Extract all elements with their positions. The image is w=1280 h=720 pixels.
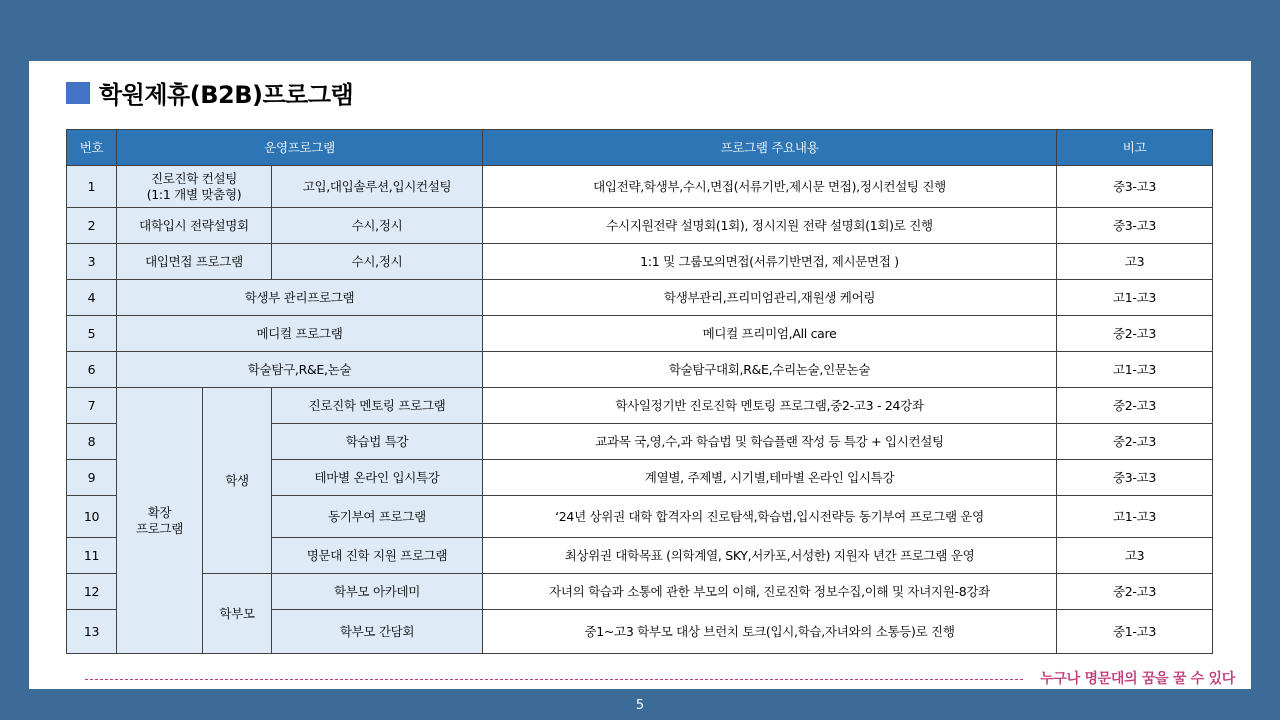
row-sub: 명문대 진학 지원 프로그램 <box>272 538 483 574</box>
row-note: 고3 <box>1057 244 1213 280</box>
row-num: 12 <box>67 574 117 610</box>
row-num: 3 <box>67 244 117 280</box>
row-content: ‘24년 상위권 대학 합격자의 진로탐색,학습법,입시전략등 동기부여 프로그램 운영 <box>483 496 1057 538</box>
row-num: 7 <box>67 388 117 424</box>
header-note: 비고 <box>1057 130 1213 166</box>
footer-divider <box>85 679 1023 680</box>
row-note: 중1-고3 <box>1057 610 1213 654</box>
row-content: 메디컬 프리미엄,All care <box>483 316 1057 352</box>
slide <box>29 61 1251 689</box>
row-note: 중3-고3 <box>1057 208 1213 244</box>
row-sub: 학습법 특강 <box>272 424 483 460</box>
table-row <box>67 280 1213 316</box>
page-title: 학원제휴(B2B)프로그램 <box>99 81 354 109</box>
group-student: 학생 <box>203 388 272 574</box>
row-sub: 학부모 간담회 <box>272 610 483 654</box>
header-num: 번호 <box>67 130 117 166</box>
row-note: 고3 <box>1057 538 1213 574</box>
table-header-row <box>67 130 1213 166</box>
table-row <box>67 388 1213 424</box>
row-sub: 수시,정시 <box>272 244 483 280</box>
group-expand <box>117 388 203 654</box>
row-content: 계열별, 주제별, 시기별,테마별 온라인 입시특강 <box>483 460 1057 496</box>
row-note: 중2-고3 <box>1057 574 1213 610</box>
row-note: 중3-고3 <box>1057 460 1213 496</box>
row-content: 최상위권 대학목표 (의학계열, SKY,서카포,서성한) 지원자 년간 프로그램 운영 <box>483 538 1057 574</box>
row-content: 1:1 및 그룹모의면접(서류기반면접, 제시문면접 ) <box>483 244 1057 280</box>
table-row <box>67 352 1213 388</box>
row-num: 2 <box>67 208 117 244</box>
row-note: 고1-고3 <box>1057 352 1213 388</box>
table-row <box>67 316 1213 352</box>
header-program: 운영프로그램 <box>117 130 483 166</box>
row-content: 대입전략,학생부,수시,면접(서류기반,제시문 면접),정시컨설팅 진행 <box>483 166 1057 208</box>
title-block <box>66 75 353 110</box>
row-num: 1 <box>67 166 117 208</box>
row-content: 학사일정기반 진로진학 멘토링 프로그램,중2-고3 - 24강좌 <box>483 388 1057 424</box>
row-num: 8 <box>67 424 117 460</box>
group-expand-label: 확장 프로그램 <box>135 504 184 536</box>
program-table <box>66 129 1213 654</box>
row-sub: 학부모 아카데미 <box>272 574 483 610</box>
row-note: 고1-고3 <box>1057 280 1213 316</box>
row-content: 자녀의 학습과 소통에 관한 부모의 이해, 진로진학 정보수집,이해 및 자녀지원-8강좌 <box>483 574 1057 610</box>
row-num: 5 <box>67 316 117 352</box>
footer-slogan: 누구나 명문대의 꿈을 꿀 수 있다 <box>1040 671 1235 687</box>
row-sub: 진로진학 멘토링 프로그램 <box>272 388 483 424</box>
row-content: 학생부관리,프리미엄관리,재원생 케어링 <box>483 280 1057 316</box>
row-program: 대학입시 전략설명회 <box>117 208 272 244</box>
row-sub: 수시,정시 <box>272 208 483 244</box>
row-sub: 테마별 온라인 입시특강 <box>272 460 483 496</box>
row-content: 학술탐구대회,R&E,수리논술,인문논술 <box>483 352 1057 388</box>
row-content: 교과목 국,영,수,과 학습법 및 학습플랜 작성 등 특강 + 입시컨설팅 <box>483 424 1057 460</box>
table-row <box>67 166 1213 208</box>
row-program: 메디컬 프로그램 <box>117 316 483 352</box>
row-content: 중1~고3 학부모 대상 브런치 토크(입시,학습,자녀와의 소통등)로 진행 <box>483 610 1057 654</box>
row-note: 고1-고3 <box>1057 496 1213 538</box>
page-number: 5 <box>635 698 645 713</box>
row-note: 중2-고3 <box>1057 424 1213 460</box>
row-num: 9 <box>67 460 117 496</box>
row-program: 학술탐구,R&E,논술 <box>117 352 483 388</box>
row-program-label: 진로진학 컨설팅 (1:1 개별 맞춤형) <box>146 170 242 202</box>
table-row <box>67 244 1213 280</box>
table-row <box>67 208 1213 244</box>
row-sub: 동기부여 프로그램 <box>272 496 483 538</box>
row-num: 6 <box>67 352 117 388</box>
row-num: 11 <box>67 538 117 574</box>
row-num: 4 <box>67 280 117 316</box>
row-content: 수시지원전략 설명회(1회), 정시지원 전략 설명회(1회)로 진행 <box>483 208 1057 244</box>
row-note: 중2-고3 <box>1057 388 1213 424</box>
group-parent: 학부모 <box>203 574 272 654</box>
row-sub: 고입,대입솔루션,입시컨설팅 <box>272 166 483 208</box>
row-program: 학생부 관리프로그램 <box>117 280 483 316</box>
title-square-icon <box>66 82 90 104</box>
row-note: 중2-고3 <box>1057 316 1213 352</box>
table-row <box>67 574 1213 610</box>
row-num: 13 <box>67 610 117 654</box>
row-note: 중3-고3 <box>1057 166 1213 208</box>
header-content: 프로그램 주요내용 <box>483 130 1057 166</box>
row-program: 대입면접 프로그램 <box>117 244 272 280</box>
row-num: 10 <box>67 496 117 538</box>
row-program <box>117 166 272 208</box>
